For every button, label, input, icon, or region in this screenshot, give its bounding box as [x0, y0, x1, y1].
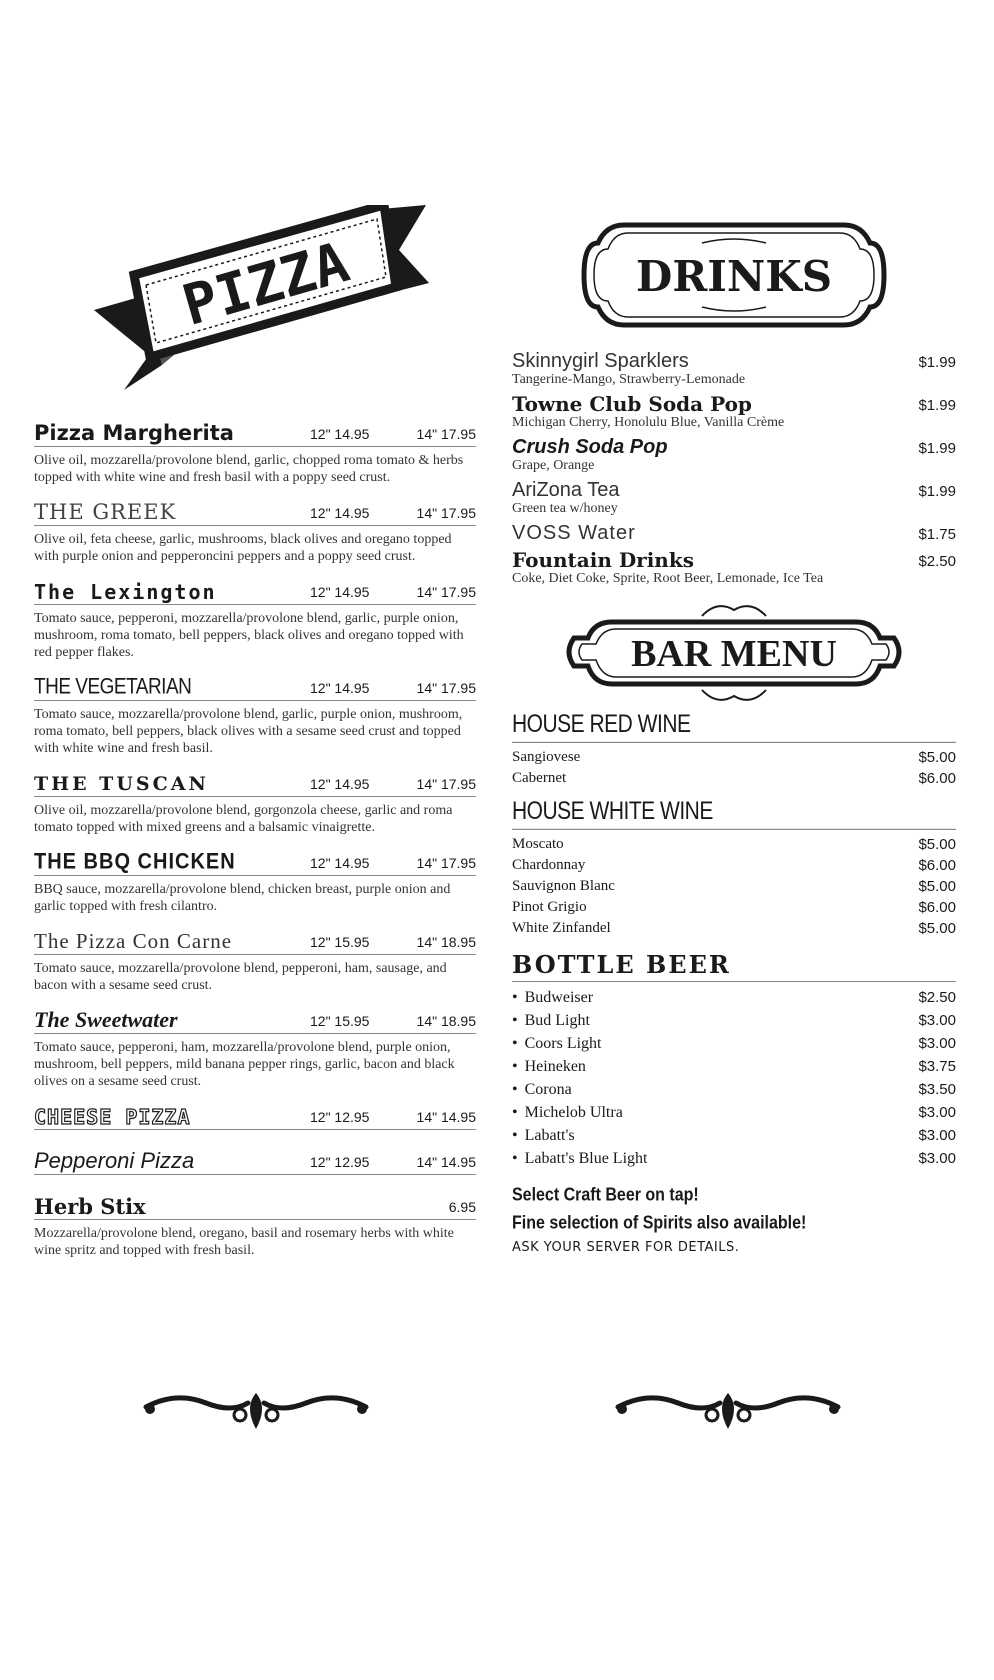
wine-name: Cabernet — [512, 770, 567, 786]
pizza-name: THE TUSCAN — [34, 773, 209, 795]
price-12: 12" 14.95 — [310, 426, 370, 442]
bullet-icon: • — [512, 1081, 518, 1098]
beer-row — [512, 1009, 956, 1032]
price-14: 14" 17.95 — [416, 680, 476, 696]
pizza-name: Pepperoni Pizza — [34, 1148, 195, 1173]
drink-flavors: Green tea w/honey — [512, 501, 618, 516]
drink-price: $2.50 — [918, 553, 956, 570]
pizza-column — [34, 205, 476, 1266]
price-12: 12" 12.95 — [310, 1154, 370, 1170]
section-title: HOUSE RED WINE — [512, 706, 956, 743]
wine-price: $6.00 — [918, 770, 956, 787]
beer-price: $3.50 — [918, 1081, 956, 1098]
price-12: 12" 15.95 — [310, 934, 370, 950]
beer-price: $3.00 — [918, 1150, 956, 1167]
wine-name: White Zinfandel — [512, 920, 611, 936]
price-12: 12" 14.95 — [310, 776, 370, 792]
wine-row — [512, 897, 956, 918]
drink-name: Skinnygirl Sparklers — [512, 350, 689, 372]
price-14: 14" 18.95 — [416, 1013, 476, 1029]
beer-price: $3.00 — [918, 1104, 956, 1121]
price-single: 6.95 — [448, 1199, 476, 1215]
price-12: 12" 14.95 — [310, 680, 370, 696]
drink-item — [512, 350, 956, 388]
wine-name: Pinot Grigio — [512, 899, 587, 915]
pizza-item — [34, 1001, 476, 1090]
pizza-name: The Sweetwater — [34, 1007, 178, 1032]
pizza-name: THE GREEK — [34, 500, 177, 524]
bullet-icon: • — [512, 1012, 518, 1029]
beer-name: Corona — [524, 1081, 572, 1098]
bar-menu-badge-title: BAR MENU — [631, 633, 837, 675]
wine-price: $5.00 — [918, 749, 956, 766]
beer-price: $3.00 — [918, 1035, 956, 1052]
beer-name: Labatt's Blue Light — [524, 1150, 648, 1167]
wine-row — [512, 747, 956, 768]
wine-price: $5.00 — [918, 878, 956, 895]
drink-flavors: Michigan Cherry, Honolulu Blue, Vanilla Crème — [512, 415, 785, 430]
pizza-name: The Pizza Con Carne — [34, 929, 233, 953]
beer-row — [512, 1101, 956, 1124]
price-14: 14" 18.95 — [416, 934, 476, 950]
pizza-name: THE BBQ CHICKEN — [34, 849, 236, 875]
beer-name: Budweiser — [524, 989, 594, 1006]
drink-item — [512, 522, 956, 544]
herb-stix-item — [34, 1187, 476, 1259]
drink-price: $1.99 — [918, 354, 956, 371]
pizza-name: THE VEGETARIAN — [34, 675, 192, 700]
beer-name: Michelob Ultra — [524, 1104, 623, 1121]
drink-name: Towne Club Soda Pop — [512, 392, 752, 416]
drink-flavors: Grape, Orange — [512, 458, 595, 473]
drink-item — [512, 393, 956, 431]
beer-price: $3.00 — [918, 1127, 956, 1144]
wine-row — [512, 918, 956, 939]
drink-price: $1.75 — [918, 526, 956, 543]
pizza-item — [34, 414, 476, 486]
drinks-badge-title: DRINKS — [635, 252, 833, 301]
drink-item — [512, 436, 956, 474]
drink-price: $1.99 — [918, 483, 956, 500]
pizza-item — [34, 1097, 476, 1130]
price-12: 12" 15.95 — [310, 1013, 370, 1029]
wine-row — [512, 834, 956, 855]
wine-price: $5.00 — [918, 920, 956, 937]
pizza-name: The Lexington — [34, 580, 217, 604]
wine-name: Chardonnay — [512, 857, 586, 873]
price-14: 14" 17.95 — [416, 855, 476, 871]
beer-name: Bud Light — [524, 1012, 590, 1029]
wine-price: $6.00 — [918, 899, 956, 916]
ribbon-banner-icon — [34, 205, 476, 420]
spirits-note: Fine selection of Spirits also available! — [512, 1213, 807, 1233]
wine-name: Sauvignon Blanc — [512, 878, 615, 894]
wine-row — [512, 876, 956, 897]
price-14: 14" 14.95 — [416, 1109, 476, 1125]
pizza-item — [34, 493, 476, 565]
price-14: 14" 17.95 — [416, 584, 476, 600]
beer-price: $3.00 — [918, 1012, 956, 1029]
drink-name: AriZona Tea — [512, 479, 620, 501]
bullet-icon: • — [512, 989, 518, 1006]
pizza-description: Tomato sauce, mozzarella/provolone blend, garlic, purple onion, mushroom, roma tomato, bell peppers, black olives with a sesame seed crust and topped with white wine and fresh basil. — [34, 707, 463, 756]
bar-menu-badge — [512, 592, 956, 712]
flourish-ornament-icon — [136, 1385, 376, 1435]
beer-row — [512, 986, 956, 1009]
pizza-item — [34, 922, 476, 994]
pizza-name: Pizza Margherita — [34, 421, 234, 445]
beer-name: Labatt's — [524, 1127, 575, 1144]
pizza-description: Tomato sauce, pepperoni, mozzarella/provolone blend, garlic, purple onion, mushroom, roma tomato, bell peppers, black olives and oregano topped with red pepper flakes. — [34, 611, 464, 660]
drink-price: $1.99 — [918, 397, 956, 414]
pizza-description: Olive oil, mozzarella/provolone blend, garlic, chopped roma tomato & herbs topped with white wine and fresh basil with a poppy seed crust. — [34, 453, 464, 485]
drinks-list — [512, 350, 956, 587]
ask-server-note: ASK YOUR SERVER FOR DETAILS. — [512, 1240, 740, 1255]
flourish-ornament-icon — [608, 1385, 848, 1435]
beer-row — [512, 1147, 956, 1170]
pizza-item — [34, 843, 476, 915]
price-14: 14" 17.95 — [416, 426, 476, 442]
price-12: 12" 14.95 — [310, 584, 370, 600]
white-wine-section — [512, 799, 956, 939]
pizza-banner — [34, 205, 476, 420]
pizza-list — [34, 414, 476, 1259]
wine-price: $5.00 — [918, 836, 956, 853]
beer-name: Heineken — [524, 1058, 586, 1075]
bottle-beer-section — [512, 949, 956, 1170]
red-wine-section — [512, 712, 956, 789]
beer-name: Coors Light — [524, 1035, 602, 1052]
beer-price: $2.50 — [918, 989, 956, 1006]
wine-name: Moscato — [512, 836, 564, 852]
drink-flavors: Tangerine-Mango, Strawberry-Lemonade — [512, 372, 746, 387]
pizza-name: Herb Stix — [34, 1194, 146, 1219]
drinks-badge — [512, 205, 956, 350]
ornate-frame-icon — [512, 592, 956, 712]
pizza-item — [34, 1142, 476, 1175]
pizza-name: CHEESE PIZZA — [34, 1105, 191, 1129]
drink-item — [512, 549, 956, 587]
ornate-frame-icon — [512, 205, 956, 350]
craft-beer-note: Select Craft Beer on tap! — [512, 1185, 699, 1205]
price-12: 12" 14.95 — [310, 505, 370, 521]
bullet-icon: • — [512, 1058, 518, 1075]
pizza-item — [34, 572, 476, 661]
drinks-bar-column — [512, 205, 956, 1255]
section-title: HOUSE WHITE WINE — [512, 793, 956, 830]
price-12: 12" 12.95 — [310, 1109, 370, 1125]
beer-row — [512, 1032, 956, 1055]
pizza-banner-title: PIZZA — [175, 230, 356, 339]
pizza-description: Tomato sauce, pepperoni, ham, mozzarella/provolone blend, purple onion, mushroom, bell peppers, mild banana pepper rings, garlic, bacon and black olives on a sesame seed crust. — [34, 1040, 455, 1089]
pizza-description: Tomato sauce, mozzarella/provolone blend, pepperoni, ham, sausage, and bacon with a sesame seed crust. — [34, 961, 447, 993]
beer-row — [512, 1055, 956, 1078]
price-12: 12" 14.95 — [310, 855, 370, 871]
bullet-icon: • — [512, 1127, 518, 1144]
price-14: 14" 17.95 — [416, 505, 476, 521]
pizza-description: Olive oil, mozzarella/provolone blend, gorgonzola cheese, garlic and roma tomato topped with mixed greens and a balsamic vinaigrette. — [34, 803, 453, 835]
pizza-description: BBQ sauce, mozzarella/provolone blend, chicken breast, purple onion and garlic topped with fresh cilantro. — [34, 882, 451, 914]
wine-row — [512, 855, 956, 876]
drink-name: VOSS Water — [512, 522, 636, 544]
bar-notes — [512, 1182, 956, 1255]
pizza-item — [34, 764, 476, 836]
drink-item — [512, 479, 956, 517]
pizza-description: Olive oil, feta cheese, garlic, mushrooms, black olives and oregano topped with purple onion and pepperoncini peppers and a poppy seed crust. — [34, 532, 452, 564]
pizza-item — [34, 668, 476, 757]
drink-flavors: Coke, Diet Coke, Sprite, Root Beer, Lemonade, Ice Tea — [512, 571, 824, 586]
price-14: 14" 17.95 — [416, 776, 476, 792]
bullet-icon: • — [512, 1104, 518, 1121]
pizza-description: Mozzarella/provolone blend, oregano, basil and rosemary herbs with white wine spritz and topped with fresh basil. — [34, 1226, 454, 1258]
wine-price: $6.00 — [918, 857, 956, 874]
wine-row — [512, 768, 956, 789]
drink-name: Fountain Drinks — [512, 548, 694, 572]
drink-name: Crush Soda Pop — [512, 436, 668, 458]
section-title: BOTTLE BEER — [512, 949, 956, 982]
beer-row — [512, 1124, 956, 1147]
beer-price: $3.75 — [918, 1058, 956, 1075]
wine-name: Sangiovese — [512, 749, 581, 765]
beer-row — [512, 1078, 956, 1101]
drink-price: $1.99 — [918, 440, 956, 457]
bullet-icon: • — [512, 1150, 518, 1167]
bullet-icon: • — [512, 1035, 518, 1052]
price-14: 14" 14.95 — [416, 1154, 476, 1170]
